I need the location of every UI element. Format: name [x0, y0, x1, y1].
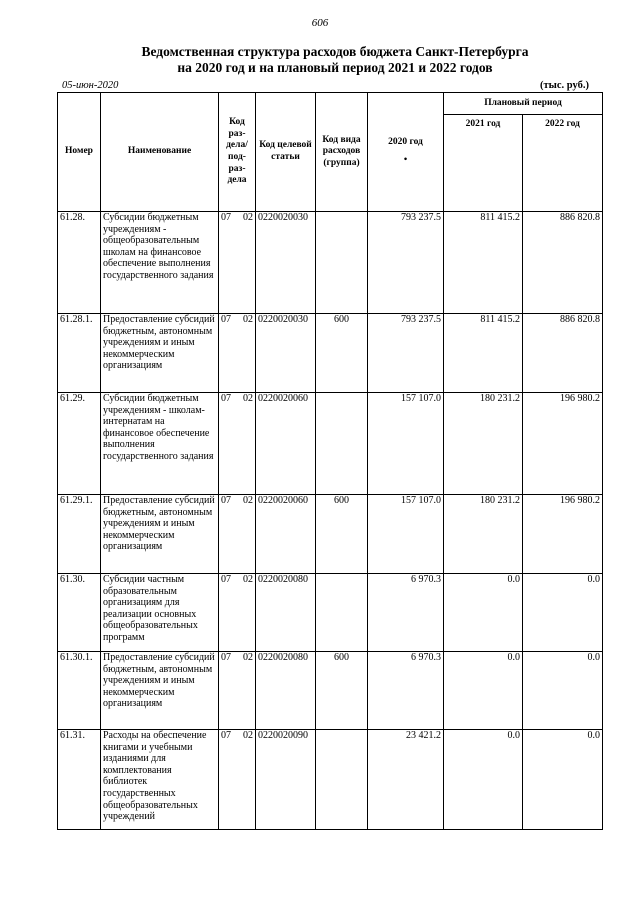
- row-2022: 0.0: [523, 652, 603, 730]
- row-podrazdel: 02: [243, 652, 253, 663]
- row-2020: 157 107.0: [368, 393, 444, 495]
- row-2020: 793 237.5: [368, 314, 444, 393]
- row-number: 61.31.: [58, 730, 101, 830]
- row-vid: [316, 574, 368, 652]
- row-razdel-cell: [219, 574, 256, 652]
- row-name: Субсидии частным образовательным организациям для реализации основных общеобразовательных программ: [101, 574, 219, 652]
- row-target: 0220020060: [256, 495, 316, 574]
- row-razdel: 07: [221, 314, 231, 325]
- row-2021: 811 415.2: [444, 314, 523, 393]
- table-row: [58, 730, 603, 830]
- row-target: 0220020080: [256, 574, 316, 652]
- row-razdel-cell: [219, 393, 256, 495]
- row-razdel: 07: [221, 393, 231, 404]
- row-2021: 180 231.2: [444, 495, 523, 574]
- row-vid: [316, 212, 368, 314]
- table-header: [58, 93, 603, 212]
- header-2022: 2022 год: [523, 115, 603, 212]
- row-2021: 811 415.2: [444, 212, 523, 314]
- row-target: 0220020030: [256, 314, 316, 393]
- row-podrazdel: 02: [243, 495, 253, 506]
- header-2020-label: 2020 год: [388, 137, 423, 148]
- row-2022: 886 820.8: [523, 212, 603, 314]
- row-2020: 6 970.3: [368, 574, 444, 652]
- row-2020: 23 421.2: [368, 730, 444, 830]
- row-podrazdel: 02: [243, 212, 253, 223]
- units-label: (тыс. руб.): [540, 80, 589, 91]
- row-2021: 180 231.2: [444, 393, 523, 495]
- title-line-1: Ведомственная структура расходов бюджета Санкт-Петербурга: [141, 44, 529, 59]
- row-razdel-cell: [219, 314, 256, 393]
- row-razdel-cell: [219, 212, 256, 314]
- row-razdel: 07: [221, 574, 231, 585]
- row-target: 0220020060: [256, 393, 316, 495]
- row-number: 61.29.: [58, 393, 101, 495]
- row-2022: 196 980.2: [523, 393, 603, 495]
- row-target: 0220020030: [256, 212, 316, 314]
- table-row: [58, 574, 603, 652]
- row-2022: 0.0: [523, 730, 603, 830]
- row-number: 61.28.1.: [58, 314, 101, 393]
- row-name: Субсидии бюджетным учреждениям - общеобразовательным школам на финансовое обеспечение выполнения государственного задания: [101, 212, 219, 314]
- header-planned: Плановый период: [444, 93, 603, 115]
- row-podrazdel: 02: [243, 314, 253, 325]
- row-target: 0220020090: [256, 730, 316, 830]
- row-2022: 196 980.2: [523, 495, 603, 574]
- table-row: [58, 212, 603, 314]
- row-vid: 600: [316, 652, 368, 730]
- row-razdel: 07: [221, 495, 231, 506]
- row-2021: 0.0: [444, 730, 523, 830]
- row-number: 61.30.: [58, 574, 101, 652]
- header-2020-mark: •: [403, 155, 408, 165]
- row-2020: 157 107.0: [368, 495, 444, 574]
- header-vid: Код вида расходов (группа): [316, 93, 368, 212]
- row-name: Расходы на обеспечение книгами и учебными изданиями для комплектования библиотек государственных общеобразовательных учреждений: [101, 730, 219, 830]
- table-row: [58, 495, 603, 574]
- document-title: [90, 44, 580, 76]
- row-number: 61.28.: [58, 212, 101, 314]
- header-name: Наименование: [101, 93, 219, 212]
- table-body: [58, 212, 603, 830]
- row-target: 0220020080: [256, 652, 316, 730]
- row-vid: 600: [316, 495, 368, 574]
- row-name: Субсидии бюджетным учреждениям - школам-интернатам на финансовое обеспечение выполнения государственного задания: [101, 393, 219, 495]
- page-number: 606: [311, 17, 329, 29]
- row-name: Предоставление субсидий бюджетным, автономным учреждениям и иным некоммерческим организациям: [101, 314, 219, 393]
- row-razdel-cell: [219, 652, 256, 730]
- table-row: [58, 393, 603, 495]
- row-razdel-cell: [219, 495, 256, 574]
- row-razdel-cell: [219, 730, 256, 830]
- row-name: Предоставление субсидий бюджетным, автономным учреждениям и иным некоммерческим организациям: [101, 652, 219, 730]
- row-vid: [316, 393, 368, 495]
- header-razdel: Код раз-дела/ под-раз-дела: [219, 93, 256, 212]
- row-razdel: 07: [221, 212, 231, 223]
- row-name: Предоставление субсидий бюджетным, автономным учреждениям и иным некоммерческим организациям: [101, 495, 219, 574]
- row-2022: 0.0: [523, 574, 603, 652]
- header-number: Номер: [58, 93, 101, 212]
- row-podrazdel: 02: [243, 393, 253, 404]
- budget-table: [57, 92, 603, 830]
- header-2021: 2021 год: [444, 115, 523, 212]
- title-line-2: на 2020 год и на плановый период 2021 и 2022 годов: [177, 60, 493, 75]
- row-podrazdel: 02: [243, 730, 253, 741]
- row-razdel: 07: [221, 730, 231, 741]
- header-target: Код целевой статьи: [256, 93, 316, 212]
- table-row: [58, 652, 603, 730]
- row-podrazdel: 02: [243, 574, 253, 585]
- row-2020: 6 970.3: [368, 652, 444, 730]
- row-vid: 600: [316, 314, 368, 393]
- header-2020: [368, 93, 444, 212]
- row-2021: 0.0: [444, 652, 523, 730]
- table-row: [58, 314, 603, 393]
- row-vid: [316, 730, 368, 830]
- row-number: 61.30.1.: [58, 652, 101, 730]
- row-2021: 0.0: [444, 574, 523, 652]
- row-razdel: 07: [221, 652, 231, 663]
- row-2022: 886 820.8: [523, 314, 603, 393]
- row-2020: 793 237.5: [368, 212, 444, 314]
- row-number: 61.29.1.: [58, 495, 101, 574]
- document-date: 05-июн-2020: [62, 80, 119, 91]
